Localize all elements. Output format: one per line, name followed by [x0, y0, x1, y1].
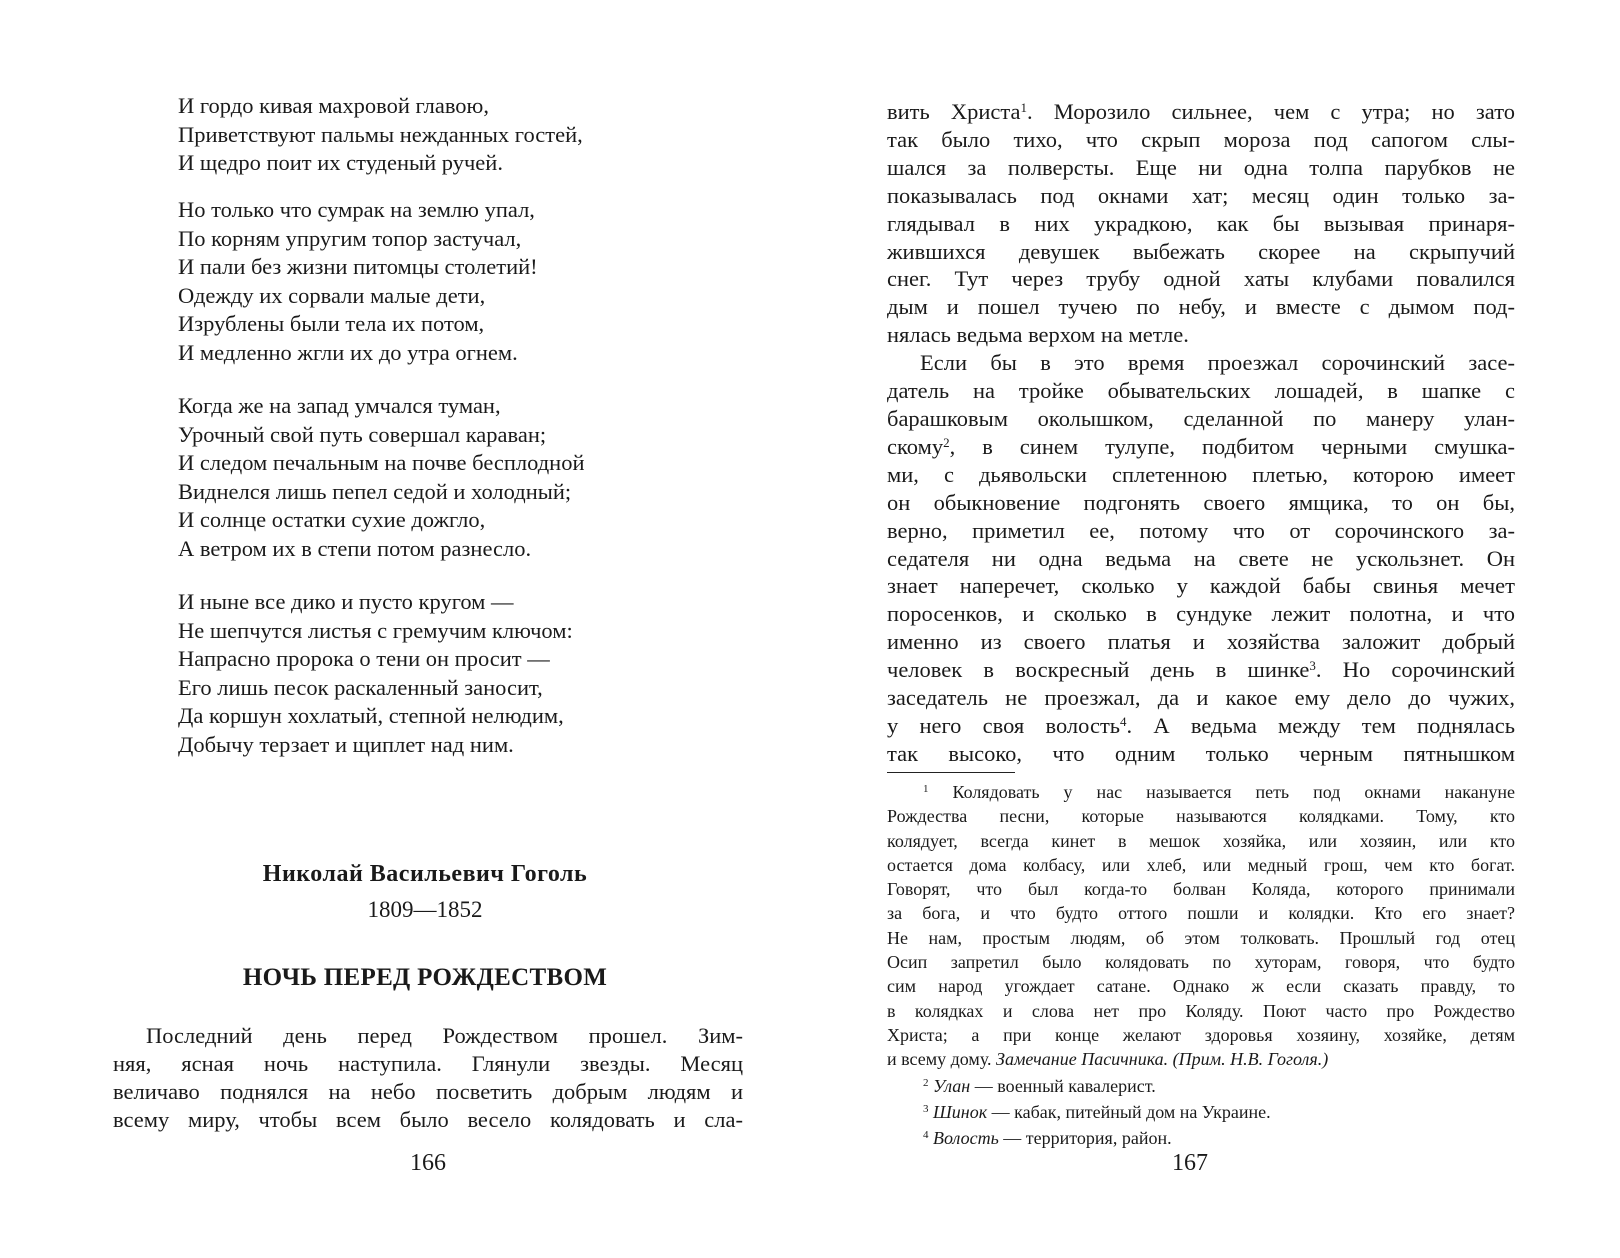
footnote-line: в колядках и слова нет про Коляду. Поют часто про Рождество: [887, 1000, 1515, 1021]
poem-line: И щедро поит их студеный ручей.: [178, 150, 503, 176]
poem-line: И гордо кивая махровой главою,: [178, 93, 489, 118]
footnote-line: Христа; а при конце желают здоровья хозяину, хозяйке, детям: [887, 1024, 1515, 1045]
poem-line: Не шепчутся листья с гремучим ключом:: [178, 617, 573, 643]
poem-line: По корням упругим топор застучал,: [178, 225, 522, 251]
poem-line: Приветствуют пальмы нежданных гостей,: [178, 121, 583, 147]
footnote-ref: 4: [1120, 713, 1127, 729]
poem-line: И медленно жгли их до утра огнем.: [178, 339, 518, 365]
poem-line: И солнце остатки сухие дожгло,: [178, 507, 486, 533]
poem-stanza: [178, 92, 583, 178]
prose-line: именно из своего платья и хозяйства заложит добрый: [887, 629, 1515, 655]
footnote-2: $^2$ Улан — военный кавалерист.: [923, 1075, 1156, 1096]
prose-line: верно, приметил ее, потому что от сорочинского за-: [887, 517, 1515, 543]
footnote-line: Осип запретил было колядовать по хуторам, говоря, что будто: [887, 952, 1515, 973]
poem-line: Виднелся лишь пепел седой и холодный;: [178, 478, 572, 504]
prose-line: он обыкновение подгонять своего ямщика, то он бы,: [887, 489, 1515, 515]
footnote-divider: [887, 772, 1015, 773]
prose-line: нялась ведьма верхом на метле.: [887, 322, 1189, 348]
footnote-line: $^1$ Колядовать у нас называется петь под окнами накануне: [923, 782, 1515, 802]
author-name: Николай Васильевич Гоголь: [262, 861, 588, 887]
poem-line: Да коршун хохлатый, степной нелюдим,: [178, 703, 564, 729]
prose-line: так высоко, что одним только черным пятнышком: [887, 740, 1515, 766]
prose-line: Последний день перед Рождеством прошел. Зим-: [146, 1023, 743, 1048]
footnote-ref: 1: [1020, 100, 1028, 115]
footnote-ref: 3: [1309, 658, 1316, 674]
prose-line: жившихся девушек выбежать скорее на скрыпучий: [887, 238, 1515, 264]
poem-line: И ныне все дико и пусто кругом —: [178, 589, 514, 614]
prose-line: глядывал в них украдкою, как бы вызывая принаря-: [887, 210, 1515, 236]
poem-stanza: [178, 588, 573, 760]
footnote-line: за бога, и что будто оттого пошли и колядки. Кто его знает?: [887, 903, 1515, 924]
prose-line: няя, ясная ночь наступила. Глянули звезды. Месяц: [113, 1050, 743, 1076]
prose-line: поросенков, и сколько в сундуке лежит полотна, и что: [887, 601, 1515, 627]
poem-line: И пали без жизни питомцы столетий!: [178, 254, 538, 280]
prose-line: вить Христа$^1$. Морозило сильнее, чем с утра; но зато: [887, 99, 1515, 124]
prose-line: всему миру, чтобы всем было весело колядовать и сла-: [113, 1106, 743, 1132]
prose-line: величаво поднялся на небо посветить добрым людям и: [113, 1078, 743, 1104]
prose-line: снег. Тут через трубу одной хаты клубами повалился: [887, 266, 1515, 292]
prose-line: Если бы в это время проезжал сорочинский засе-: [920, 350, 1515, 376]
poem-line: А ветром их в степи потом разнесло.: [178, 535, 532, 561]
footnote-line: и всему дому. Замечание Пасичника. (Прим. Н.В. Гоголя.): [887, 1049, 1329, 1070]
poem-line: Напрасно пророка о тени он просит —: [178, 646, 550, 672]
footnote-line: сим народ угождает сатане. Однако ж если сказать правду, то: [887, 976, 1515, 997]
poem-stanza: [178, 196, 538, 368]
poem-line: Но только что сумрак на землю упал,: [178, 197, 535, 222]
prose-line: человек в воскресный день в шинке$^3$. Но сорочинский: [887, 657, 1515, 683]
footnote-line: колядует, всегда кинет в мешок хозяйка, или хозяин, или кто: [887, 830, 1515, 851]
footnote-line: остается дома колбасу, или хлеб, или медный грош, чем кто богат.: [887, 854, 1515, 875]
prose-line: показывалась под окнами хат; месяц один только за-: [887, 182, 1515, 208]
right-page: [810, 0, 1620, 1258]
prose-line: ми, с дьявольски сплетенною плетью, которою имеет: [887, 461, 1515, 487]
prose-line: барашковым околышком, сделанной по манеру улан-: [887, 405, 1515, 431]
footnote-line: Не нам, простым людям, об этом толковать. Прошлый год отец: [887, 927, 1515, 948]
footnote-line: Говорят, что был когда-то болван Коляда, которого принимали: [887, 879, 1515, 900]
footnote-1: [887, 780, 1515, 1072]
prose-line: датель на тройке обывательских лошадей, в шапке с: [887, 378, 1515, 404]
poem-line: Изрублены были тела их потом,: [178, 311, 485, 337]
prose-line: у него своя волость$^4$. А ведьма между тем поднялась: [887, 712, 1515, 738]
poem-line: И следом печальным на почве бесплодной: [178, 450, 585, 476]
footnotes: [887, 780, 1515, 1150]
poem-line: Урочный свой путь совершал караван;: [178, 421, 547, 447]
prose-line: шался за полверсты. Еще ни одна толпа парубков не: [887, 154, 1515, 180]
story-title: НОЧЬ ПЕРЕД РОЖДЕСТВОМ: [242, 964, 608, 991]
prose-line: дым и пошел тучею по небу, и вместе с дымом под-: [887, 294, 1515, 320]
poem-line: Его лишь песок раскаленный заносит,: [178, 674, 543, 700]
page-number: 167: [1172, 1150, 1208, 1176]
page-number: 166: [410, 1150, 446, 1176]
footnote-3: $^3$ Шинок — кабак, питейный дом на Украине.: [923, 1101, 1271, 1122]
author-years: 1809—1852: [367, 897, 483, 922]
poem-line: Добычу терзает и щиплет над ним.: [178, 731, 514, 757]
footnote-attribution: Замечание Пасичника. (Прим. Н.В. Гоголя.): [996, 1049, 1329, 1070]
prose-line: так было тихо, что скрып мороза под сапогом слы-: [887, 126, 1515, 152]
footnote-line: Рождества песни, которые называются колядками. Тому, кто: [887, 806, 1515, 827]
prose-line: скому$^2$, в синем тулупе, подбитом черными смушка-: [887, 433, 1515, 459]
poem-stanza: [178, 392, 585, 564]
poem-line: Одежду их сорвали малые дети,: [178, 282, 486, 308]
story-text: [887, 98, 1515, 768]
footnote-4: $^4$ Волость — территория, район.: [923, 1128, 1172, 1149]
footnote-ref: 2: [943, 434, 950, 450]
prose-line: знает наперечет, сколько у каждой бабы свинья мечет: [887, 573, 1515, 599]
prose-line: седателя ни одна ведьма на свете не ускользнет. Он: [887, 545, 1515, 571]
story-opening: [113, 1022, 743, 1134]
prose-line: заседатель не проезжал, да и какое ему дело до чужих,: [887, 685, 1515, 711]
poem-line: Когда же на запад умчался туман,: [178, 393, 501, 418]
